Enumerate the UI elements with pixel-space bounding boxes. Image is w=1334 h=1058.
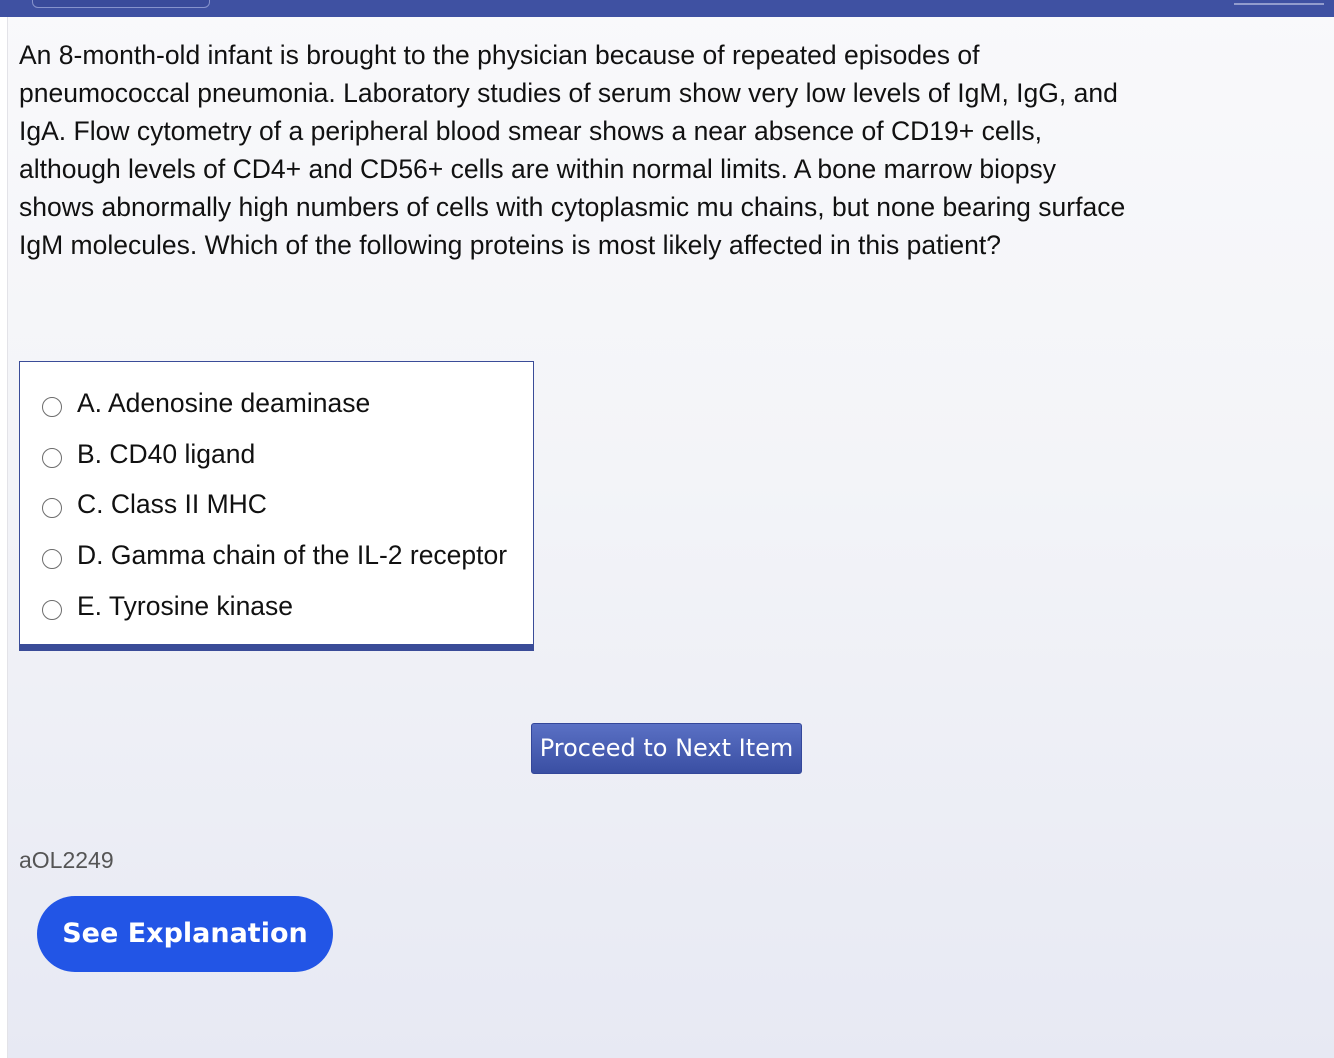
choice-a-label[interactable]: A. Adenosine deaminase: [77, 387, 371, 418]
choice-c-label[interactable]: C. Class II MHC: [77, 488, 267, 519]
top-toolbar: [0, 0, 1334, 17]
choice-b[interactable]: [42, 434, 255, 474]
choice-e[interactable]: [42, 586, 293, 626]
radio-circle-icon[interactable]: [42, 549, 62, 569]
see-explanation-button[interactable]: See Explanation: [37, 896, 333, 972]
choice-d-label[interactable]: D. Gamma chain of the IL-2 receptor: [77, 539, 508, 570]
choice-e-label[interactable]: E. Tyrosine kinase: [77, 590, 294, 621]
previous-control[interactable]: [1234, 0, 1324, 5]
question-id: aOL2249: [19, 847, 114, 873]
answer-choices: [19, 361, 534, 651]
radio-circle-icon[interactable]: [42, 397, 62, 417]
question-stem: An 8-month-old infant is brought to the physician because of repeated episodes of pneumococcal pneumonia. Laboratory studies of serum show very low levels of IgM, IgG, and IgA. Flow cytometry of a peripheral blood smear shows a near absence of CD19+ cells, although levels of CD4+ and CD56+ cells are within normal limits. A bone marrow biopsy shows abnormally high numbers of cells with cytoplasmic mu chains, but none bearing surface IgM molecules. Which of the following proteins is most likely affected in this patient?: [19, 40, 1126, 260]
choice-b-label[interactable]: B. CD40 ligand: [77, 438, 256, 469]
block-tab[interactable]: [32, 0, 210, 8]
radio-circle-icon[interactable]: [42, 448, 62, 468]
radio-circle-icon[interactable]: [42, 498, 62, 518]
choice-a[interactable]: [42, 383, 370, 423]
choice-c[interactable]: [42, 484, 267, 524]
radio-circle-icon[interactable]: [42, 600, 62, 620]
choice-d[interactable]: [42, 535, 507, 575]
left-edge-divider: [0, 0, 8, 1058]
proceed-next-button[interactable]: Proceed to Next Item: [531, 723, 802, 774]
